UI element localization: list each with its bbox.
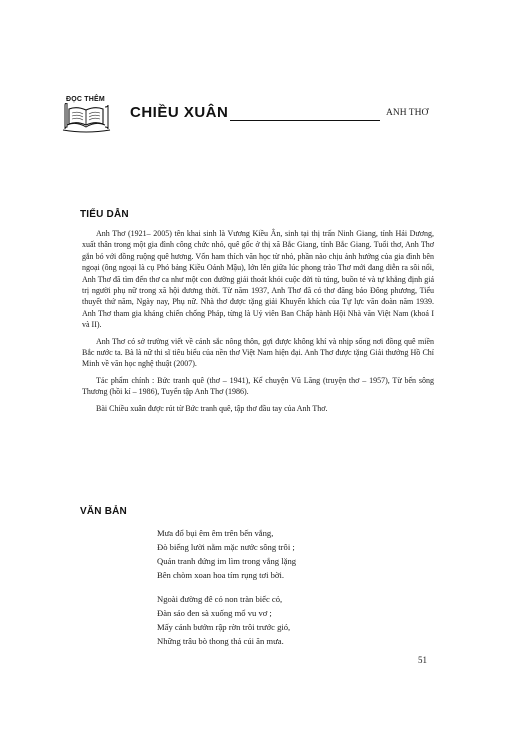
stanza	[157, 526, 417, 582]
intro-paragraph: Tác phẩm chính : Bức tranh quê (thơ – 1941), Kể chuyện Vũ Lăng (truyện thơ – 1957), Từ bến sông Thương (hồi kí – 1986), Tuyển tập Anh Thơ (1986).	[82, 375, 434, 397]
intro-body	[82, 228, 434, 419]
page-header	[62, 96, 432, 136]
poem-line: Mưa đổ bụi êm êm trên bến vắng,	[157, 528, 274, 538]
poem-line: Ngoài đường đê cỏ non tràn biếc cỏ,	[157, 594, 283, 604]
page-number: 51	[418, 655, 427, 665]
doc-them-badge	[62, 96, 110, 132]
intro-heading: TIỂU DẪN	[80, 209, 129, 220]
text-heading: VĂN BẢN	[80, 506, 127, 517]
title-rule	[230, 120, 380, 121]
intro-paragraph: Anh Thơ (1921– 2005) tên khai sinh là Vương Kiều Ân, sinh tại thị trấn Ninh Giang, tỉnh Hải Dương, xuất thân trong một gia đình công chức nhỏ, quê gốc ở thị xã Bắc Giang, tỉnh Bắc Giang. Tuổi thơ, Anh Thơ gắn bó với đồng ruộng quê hương. Vốn ham thích văn học từ nhỏ, phần nào chịu ảnh hưởng của gia đình bên ngoại (ông ngoại là cụ Phó bảng Kiều Oánh Mậu), lớn lên giữa lúc phong trào Thơ mới đang diễn ra sôi nổi, Anh Thơ đã tìm đến thơ ca như một con đường giải thoát khỏi cuộc đời tù túng, buồn tẻ và tự khẳng định giá trị người phụ nữ trong xã hội đương thời. Từ năm 1937, Anh Thơ đã có thơ đăng báo Đông phương, Tiểu thuyết thứ năm, Ngày nay, Phụ nữ. Nhà thơ được tặng giải Khuyến khích của Tự lực văn đoàn năm 1939. Anh Thơ tham gia kháng chiến chống Pháp, từng là Uỷ viên Ban Chấp hành Hội Nhà văn Việt Nam (khoá I và II).	[82, 229, 434, 330]
badge-label: ĐỌC THÊM	[66, 96, 105, 103]
poem-line: Quán tranh đứng im lìm trong vắng lặng	[157, 556, 297, 566]
author-name: ANH THƠ	[386, 108, 429, 118]
poem-line: Bên chòm xoan hoa tím rụng tơi bời.	[157, 570, 284, 580]
page-title: CHIỀU XUÂN	[130, 104, 229, 121]
poem-line: Mấy cánh bướm rập rờn trôi trước gió,	[157, 622, 291, 632]
intro-paragraph: Anh Thơ có sở trường viết về cảnh sắc nông thôn, gợi được không khí và nhịp sống nơi đồng quê miền Bắc nước ta. Bà là nữ thi sĩ tiêu biểu của nền thơ Việt Nam hiện đại. Anh Thơ được tặng Giải thưởng Hồ Chí Minh về văn học nghệ thuật (2007).	[82, 336, 434, 369]
book-icon	[62, 103, 112, 133]
poem-line: Những trâu bò thong thả cúi ăn mưa.	[157, 636, 284, 646]
intro-paragraph: Bài Chiều xuân được rút từ Bức tranh quê, tập thơ đầu tay của Anh Thơ.	[96, 403, 328, 413]
poem	[157, 526, 417, 658]
stanza	[157, 592, 417, 648]
poem-line: Đò biếng lười nằm mặc nước sông trôi ;	[157, 542, 295, 552]
poem-line: Đàn sáo đen sà xuống mổ vu vơ ;	[157, 608, 272, 618]
